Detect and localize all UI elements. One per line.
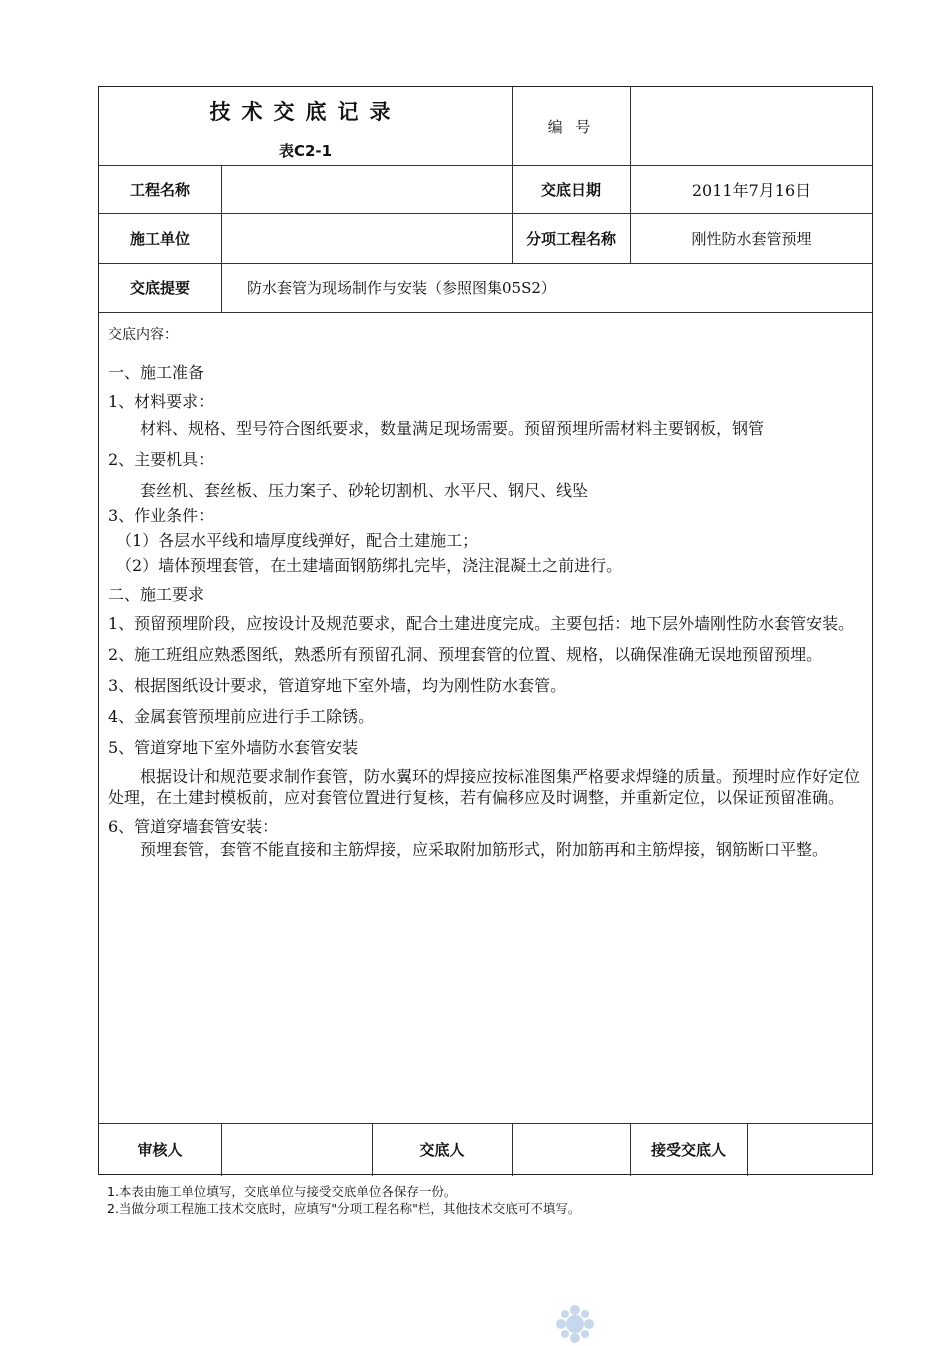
disclosure-date-label: 交底日期 <box>540 180 601 199</box>
content-line: 1、材料要求： <box>108 392 215 411</box>
content-line: 1、预留预埋阶段，应按设计及规范要求，配合土建进度完成。主要包括：地下层外墙刚性防水套管安装。 <box>108 614 855 633</box>
footnote: 1.本表由施工单位填写，交底单位与接受交底单位各保存一份。 <box>107 1184 457 1199</box>
content-line: 6、管道穿墙套管安装： <box>108 817 279 836</box>
content-line: 材料、规格、型号符合图纸要求，数量满足现场需要。预留预埋所需材料主要钢板，钢管 <box>108 419 765 438</box>
construction-unit-label: 施工单位 <box>129 229 190 248</box>
content-line: 预埋套管，套管不能直接和主筋焊接，应采取附加筋形式，附加筋再和主筋焊接，钢筋断口平整。 <box>108 840 829 859</box>
construction-unit-field[interactable] <box>221 213 512 263</box>
snowflake-watermark-icon <box>553 1302 597 1346</box>
disclosure-content <box>108 325 868 860</box>
project-name-label: 工程名称 <box>129 180 190 199</box>
content-line: 套丝机、套丝板、压力案子、砂轮切割机、水平尺、钢尺、线坠 <box>108 481 589 500</box>
summary-value[interactable]: 防水套管为现场制作与安装（参照图集05S2） <box>247 279 556 297</box>
receiver-field[interactable] <box>747 1123 873 1176</box>
disclosure-date-value[interactable]: 2011年7月16日 <box>691 180 812 200</box>
reviewer-field[interactable] <box>221 1123 372 1176</box>
content-line: 4、金属套管预埋前应进行手工除锈。 <box>108 707 375 726</box>
footnote: 2.当做分项工程施工技术交底时，应填写"分项工程名称"栏，其他技术交底可不填写。 <box>107 1201 581 1216</box>
divider <box>99 312 872 313</box>
reviewer-label: 审核人 <box>137 1141 183 1159</box>
summary-label: 交底提要 <box>129 279 190 297</box>
content-line: （2）墙体预埋套管，在土建墙面钢筋绑扎完毕，浇注混凝土之前进行。 <box>108 556 623 575</box>
number-label: 编 号 <box>547 117 595 136</box>
content-line: 根据设计和规范要求制作套管，防水翼环的焊接应按标准图集严格要求焊缝的质量。预埋时应作好定位处理，在土建封模板前，应对套管位置进行复核，若有偏移应及时调整，并重新定位，以保证预留准确。 <box>108 767 861 807</box>
number-field[interactable] <box>630 87 873 165</box>
content-line: 2、施工班组应熟悉图纸，熟悉所有预留孔洞、预埋套管的位置、规格，以确保准确无误地预留预埋。 <box>108 645 823 664</box>
content-line: 二、施工要求 <box>108 585 205 604</box>
content-line: （1）各层水平线和墙厚度线弹好，配合土建施工； <box>108 531 479 550</box>
sub-project-value[interactable]: 刚性防水套管预埋 <box>691 229 812 248</box>
content-line: 3、根据图纸设计要求，管道穿地下室外墙，均为刚性防水套管。 <box>108 676 567 695</box>
content-heading: 交底内容： <box>108 327 178 343</box>
content-line: 5、管道穿地下室外墙防水套管安装 <box>108 738 359 757</box>
content-line: 2、主要机具： <box>108 450 215 469</box>
sub-project-label: 分项工程名称 <box>525 229 616 248</box>
footnotes <box>107 1183 580 1217</box>
content-line: 一、施工准备 <box>108 363 205 382</box>
receiver-label: 接受交底人 <box>650 1141 726 1159</box>
project-name-field[interactable] <box>221 165 512 213</box>
content-line: 3、作业条件： <box>108 506 215 525</box>
disclosure-form <box>98 86 873 1175</box>
form-title: 技术交底记录 <box>209 100 402 124</box>
discloser-field[interactable] <box>512 1123 630 1176</box>
discloser-label: 交底人 <box>419 1141 465 1159</box>
table-number: 表C2-1 <box>278 141 333 160</box>
